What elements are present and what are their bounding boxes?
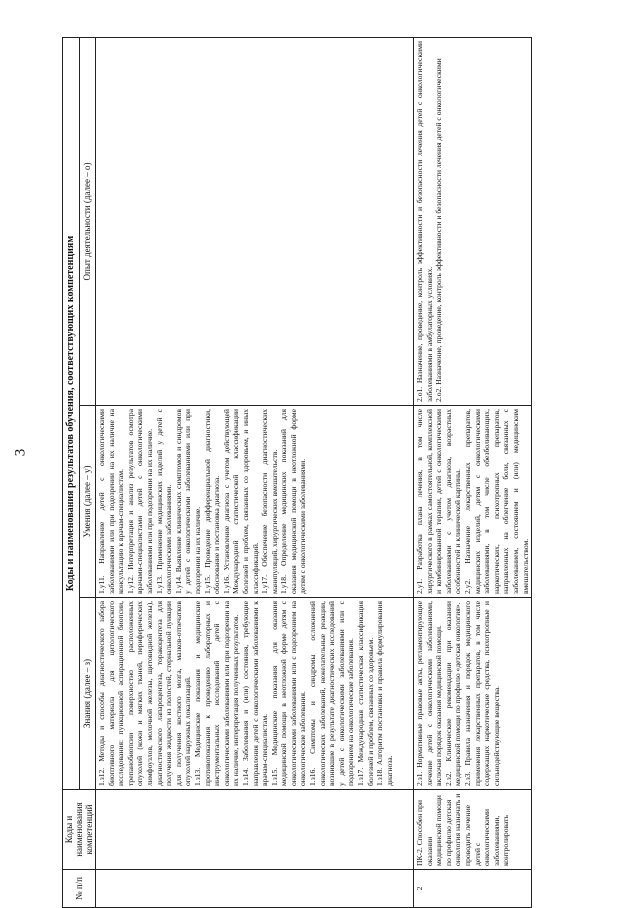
skills-cell <box>414 406 532 598</box>
knowledge-item: 1.з12. Методы и способы диагностического забора биоптивного материала для цитологического исследования: пункционной аспирационной биопсии, трепанобиопсии поверхностно расположенных опухолей (кожи и мягких тканей, периферических лимфоузлов, молочной железы, щитовидной железы), диагностического лапароцентеза, торакоцентеза для получения жидкости из полостей, стернальной пункции для получения костного мозга, мазков-отпечатков опухолей наружных локализаций. <box>97 601 193 786</box>
knowledge-item: 1.з13. Медицинские показания и медицинские противопоказания к проведению лабораторных и инструментальных исследований детей с онкологическими заболеваниями или при подозрении на их наличие, интерпретация полученных результатов. <box>192 601 241 786</box>
skill-item: 1.у13. Применение медицинских изделий у детей с онкологическими заболеваниями. <box>154 409 174 594</box>
knowledge-item: 1.з14. Заболевания и (или) состояния, требующие направления детей с онкологическими заболеваниями к врачам-специалистам. <box>240 601 270 786</box>
knowledge-item: 2.з3. Правила назначения и порядок медицинского применения лекарственных препаратов, в том числе содержащих наркотические средства, психотропные и сильнодействующие вещества. <box>462 601 501 786</box>
competence-cell <box>96 790 414 870</box>
header-main-title: Коды и наименования результатов обучения, соответствующих компетенциям <box>63 38 80 790</box>
header-knowledge: Знания (далее – з) <box>79 598 96 790</box>
skill-item: 2.у1. Разработка плана лечения, в том числе хирургического в рамках самостоятельной, комплексной и комбинированной терапии, детей с онкологическими заболеваниями с учетом диагноза, возрастных особенностей и клинической картины. <box>415 409 463 594</box>
knowledge-item: 1.з17. Международная статистическая классификация болезней и проблем, связанных со здоровьем. <box>356 601 375 786</box>
rotated-table-container <box>62 38 610 908</box>
experience-item: 2.о1. Назначение, проведение, контроль эффективности и безопасности лечения детей с онкологическими заболеваниями в амбулаторных условиях. <box>415 41 434 402</box>
knowledge-item: 1.з15. Медицинские показания для оказания медицинской помощи в неотложной форме детям с онкологическими заболеваниями или с подозрением на онкологические заболевания. <box>269 601 308 786</box>
skill-item: 1.у17. Обеспечение безопасности диагностических манипуляций, хирургических вмешательств. <box>260 409 279 594</box>
row-number <box>96 870 414 908</box>
experience-cell <box>414 38 532 406</box>
table-row <box>414 38 532 908</box>
header-experience: Опыт деятельности (далее – о) <box>79 38 96 406</box>
header-num: № п/п <box>63 870 96 908</box>
row-number: 2 <box>414 870 532 908</box>
knowledge-item: 1.з16. Симптомы и синдромы осложнений онкологических заболеваний, нежелательные реакции, возникшие в результате диагностических исследований у детей с онкологическими заболеваниями или с подозрением на онкологические заболевания. <box>308 601 356 786</box>
knowledge-cell <box>414 598 532 790</box>
table-header-row-1 <box>63 38 80 908</box>
skill-item: 1.у14. Выявление клинических симптомов и синдромов у детей с онкологическими заболеваниями или при подозрении на их наличие. <box>173 409 202 594</box>
knowledge-item: 2.з2. Клинические рекомендации при оказании медицинской помощи по профилю «детская онкология». <box>443 601 463 786</box>
skill-item: 1.у12. Интерпретация и анализ результатов осмотра врачами-специалистами детей с онкологическими заболеваниями или при подозрении на их наличие. <box>125 409 154 594</box>
knowledge-item: 2.з1. Нормативные правовые акты, регламентирующие лечение детей с онкологическими заболеваниями, включая порядок оказания медицинской помощи. <box>415 601 444 786</box>
header-codes: Коды и наименования компетенций <box>63 790 96 870</box>
experience-item: 2.о2. Назначение, проведение, контроль эффективности и безопасности лечения детей с онкологическими <box>434 58 444 402</box>
table-row <box>96 38 414 908</box>
knowledge-cell <box>96 598 414 790</box>
experience-cell <box>96 38 414 406</box>
page-number: 3 <box>12 448 29 457</box>
skill-item: 1.у16. Установление диагноза с учетом действующей Международной статистической классификации болезней и проблем, связанных со здоровьем, и иных классификаций. <box>221 409 260 594</box>
competence-cell: ПК-2. Способен при оказании медицинской помощи по профилю детская онкология назначать и проводить лечение детей с онкологическими заболеваниями, контролировать <box>414 790 532 870</box>
skills-cell <box>96 406 414 598</box>
table-header-row-2 <box>79 38 96 908</box>
skill-item: 1.у15. Проведение дифференциальной диагностики, обоснование и постановка диагноза. <box>202 409 222 594</box>
knowledge-item: 1.з18. Алгоритм постановки и правила формулирования диагноза. <box>375 601 394 786</box>
skill-item: 1.у18. Определение медицинских показаний для оказания медицинской помощи в неотложной форме детям с онкологическими заболеваниями. <box>279 409 308 594</box>
competence-table <box>62 37 532 908</box>
skill-item: 2.у2. Назначение лекарственных препаратов, медицинских изделий, детям с онкологическими заболеваниями, в том числе обезболивающих, наркотических, психотропных препаратов, направленных на облегчение боли, связанных с заболеванием, состоянием и (или) медицинским вмешательством. <box>462 409 530 594</box>
header-skills: Умения (далее – у) <box>79 406 96 598</box>
skill-item: 1.у11. Направление детей с онкологическими заболеваниями или при подозрении на их наличие на консультацию к врачам-специалистам. <box>97 409 126 594</box>
